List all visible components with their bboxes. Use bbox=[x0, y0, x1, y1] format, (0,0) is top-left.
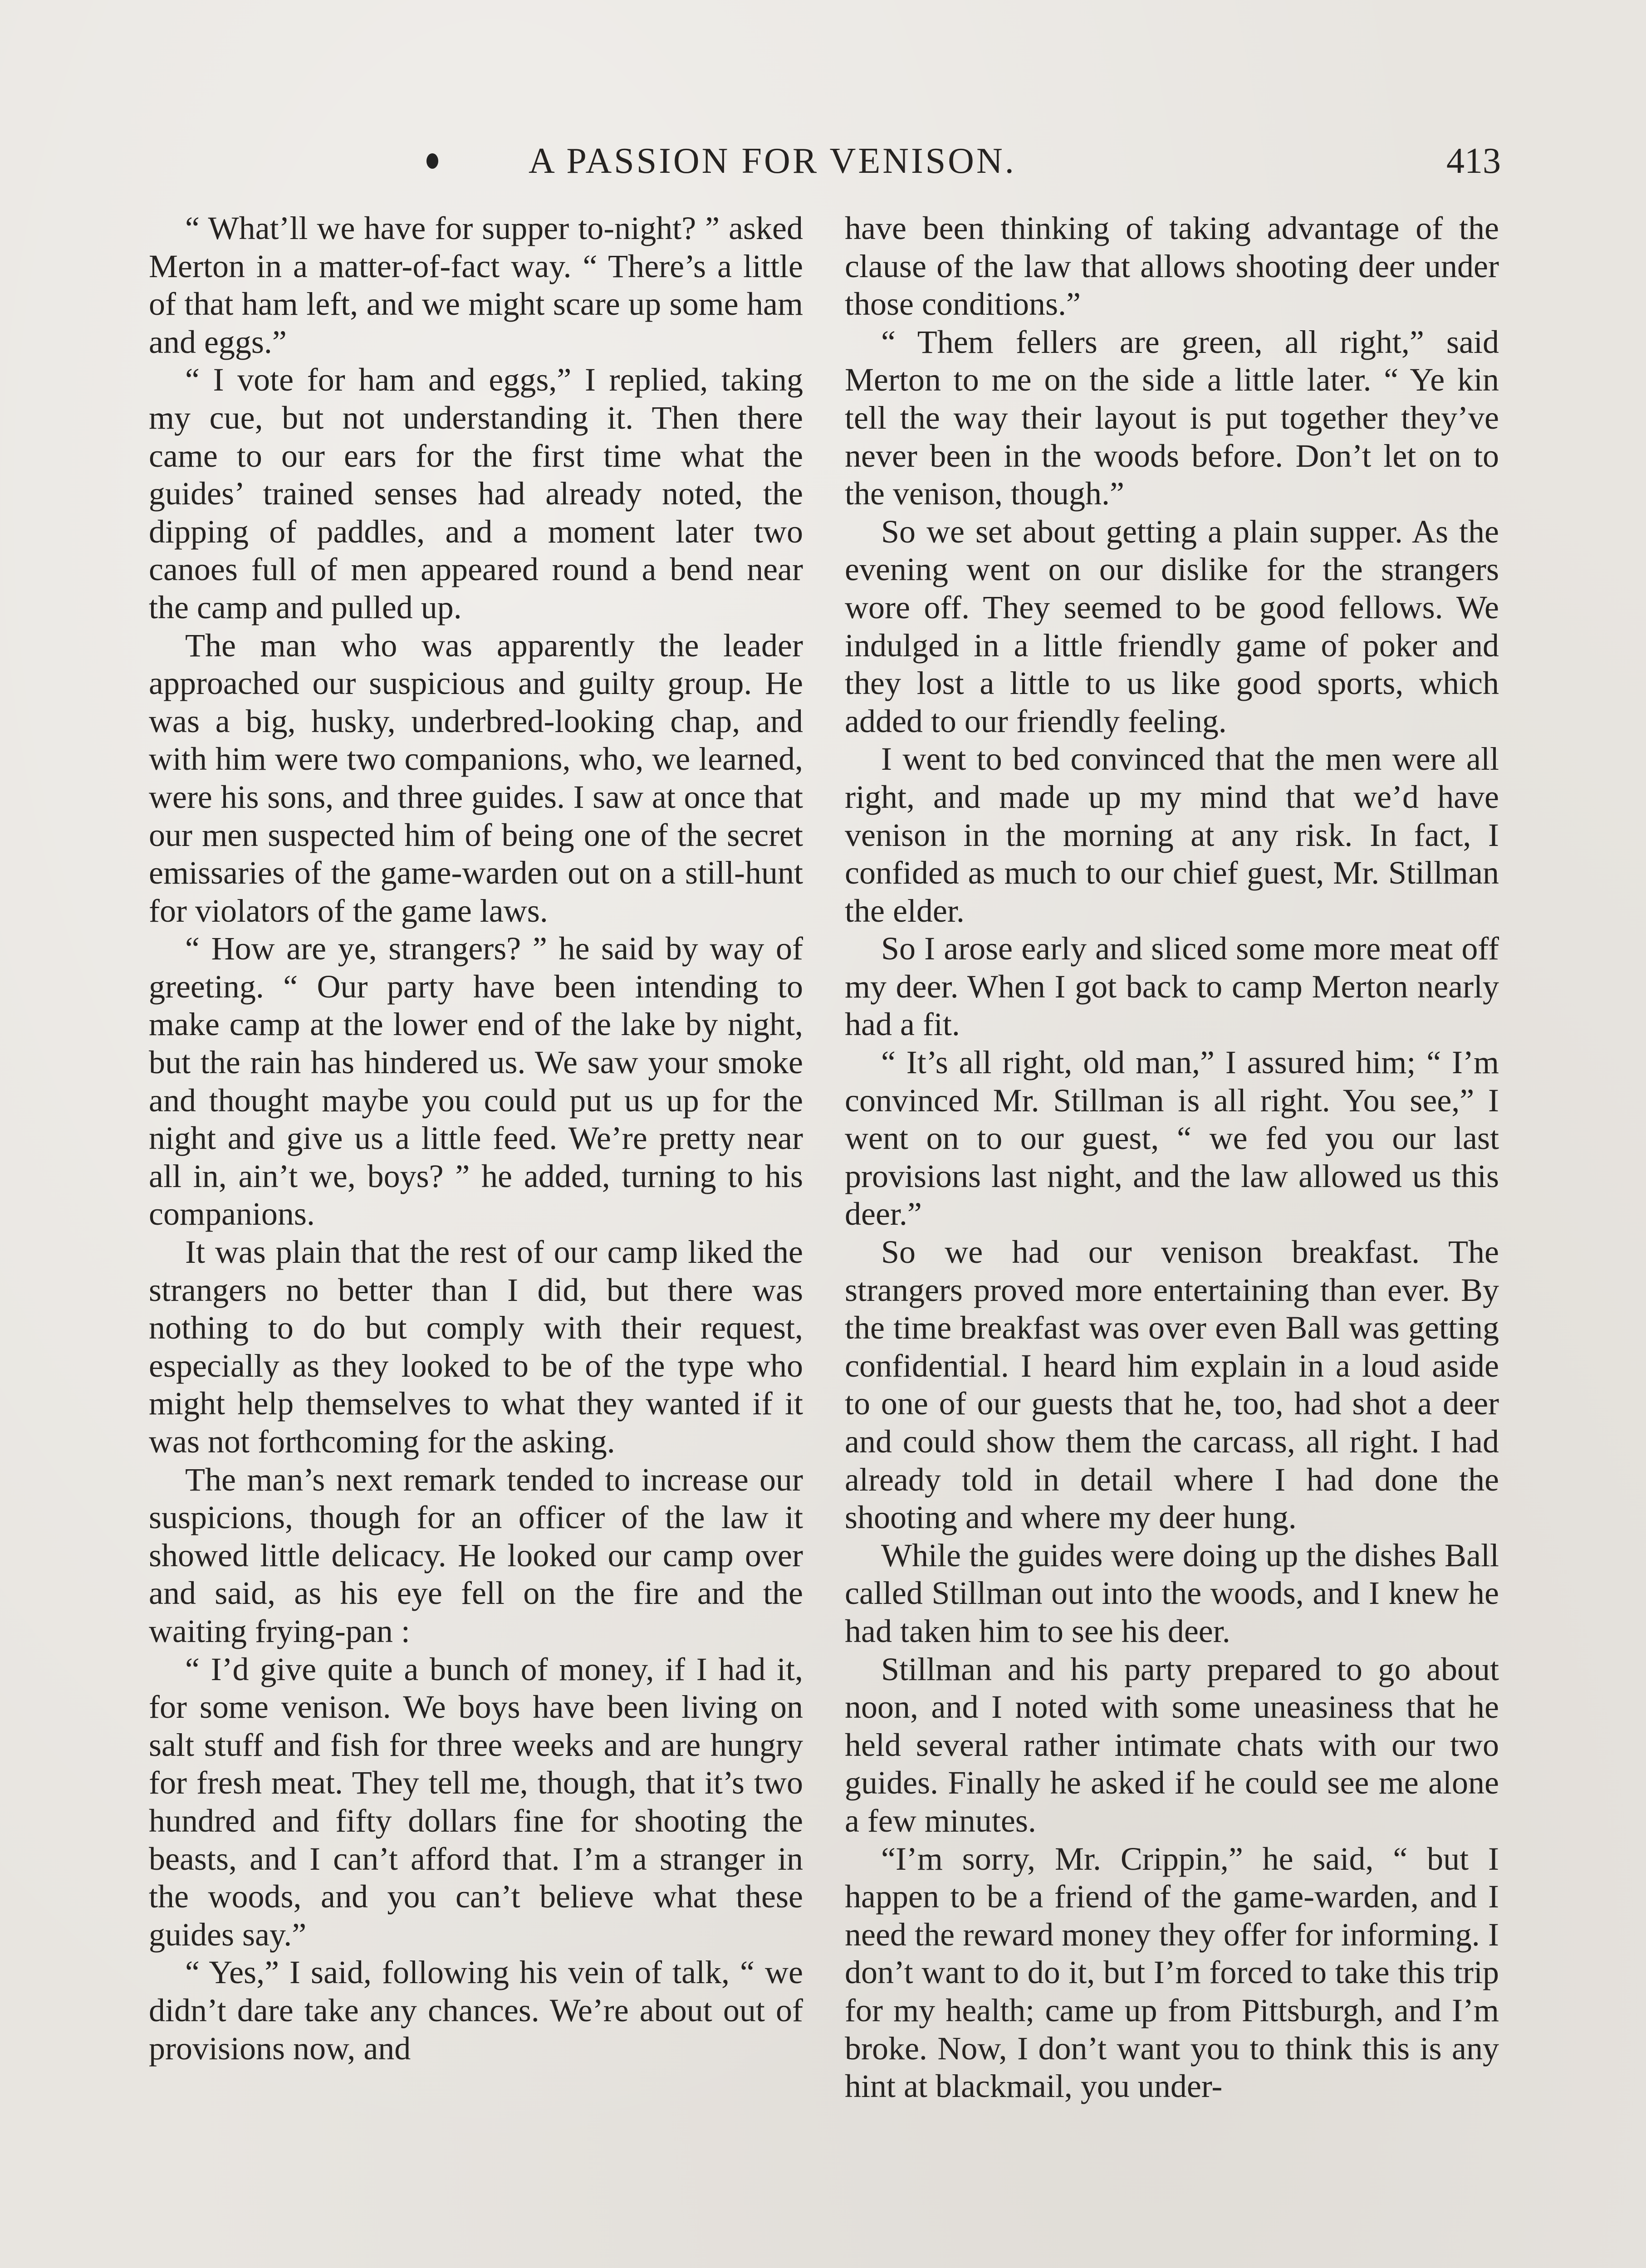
paragraph: So I arose early and sliced some more meat off my deer. When I got back to camp Merton nearly had a fit. bbox=[845, 930, 1499, 1043]
paragraph: I went to bed convinced that the men were all right, and made up my mind that we’d have venison in the morning at any risk. In fact, I confided as much to our chief guest, Mr. Stillman the elder. bbox=[845, 741, 1499, 929]
paragraph: “ I’d give quite a bunch of money, if I had it, for some venison. We boys have been living on salt stuff and fish for three weeks and are hungry for fresh meat. They tell me, though, that it’s two hundred and fifty dollars fine for shooting the beasts, and I can’t afford that. I’m a stranger in the woods, and you can’t believe what these guides say.” bbox=[149, 1651, 803, 1953]
right-column bbox=[845, 210, 1499, 2268]
paragraph: The man who was apparently the leader approached our suspicious and guilty group. He was a big, husky, underbred-looking chap, and with him were two companions, who, we learned, were his sons, and three guides. I saw at once that our men suspected him of being one of the secret emissaries of the game-warden out on a still-hunt for violators of the game laws. bbox=[149, 627, 803, 929]
bullet-ornament-icon bbox=[426, 153, 438, 169]
paragraph: “ It’s all right, old man,” I assured him; “ I’m convinced Mr. Stillman is all right. You see,” I went on to our guest, “ we fed you our last provisions last night, and the law allowed us this deer.” bbox=[845, 1044, 1499, 1232]
page-header bbox=[0, 136, 1646, 186]
paragraph: “ How are ye, strangers? ” he said by way of greeting. “ Our party have been intending to make camp at the lower end of the lake by night, but the rain has hindered us. We saw your smoke and thought maybe you could put us up for the night and give us a little feed. We’re pretty near all in, ain’t we, boys? ” he added, turning to his companions. bbox=[149, 930, 803, 1232]
paragraph: So we had our venison breakfast. The strangers proved more entertaining than ever. By the time breakfast was over even Ball was getting confidential. I heard him explain in a loud aside to one of our guests that he, too, had shot a deer and could show them the carcass, all right. I had already told in detail where I had done the shooting and where my deer hung. bbox=[845, 1234, 1499, 1536]
paragraph: The man’s next remark tended to increase our suspicions, though for an officer of the law it showed little delicacy. He looked our camp over and said, as his eye fell on the fire and the waiting frying-pan : bbox=[149, 1461, 803, 1649]
page-number: 413 bbox=[1446, 141, 1501, 181]
paragraph: “ What’ll we have for supper to-night? ” asked Merton in a matter-of-fact way. “ There’s a little of that ham left, and we might scare up some ham and eggs.” bbox=[149, 210, 803, 360]
paragraph: Stillman and his party prepared to go about noon, and I noted with some uneasiness that he held several rather intimate chats with our two guides. Finally he asked if he could see me alone a few minutes. bbox=[845, 1651, 1499, 1839]
paragraph: “I’m sorry, Mr. Crippin,” he said, “ but I happen to be a friend of the game-warden, and I need the reward money they offer for informing. I don’t want to do it, but I’m forced to take this trip for my health; came up from Pittsburgh, and I’m broke. Now, I don’t want you to think this is any hint at blackmail, you under- bbox=[845, 1840, 1499, 2105]
paragraph: It was plain that the rest of our camp liked the strangers no better than I did, but there was nothing to do but comply with their request, especially as they looked to be of the type who might help themselves to what they wanted if it was not forthcoming for the asking. bbox=[149, 1234, 803, 1460]
paragraph: “ Them fellers are green, all right,” said Merton to me on the side a little later. “ Ye kin tell the way their layout is put together they’ve never been in the woods before. Don’t let on to the venison, though.” bbox=[845, 323, 1499, 512]
paragraph: have been thinking of taking advantage of the clause of the law that allows shooting deer under those conditions.” bbox=[845, 210, 1499, 323]
paragraph: So we set about getting a plain supper. As the evening went on our dislike for the strangers wore off. They seemed to be good fellows. We indulged in a little friendly game of poker and they lost a little to us like good sports, which added to our friendly feeling. bbox=[845, 513, 1499, 739]
paragraph: “ Yes,” I said, following his vein of talk, “ we didn’t dare take any chances. We’re about out of provisions now, and bbox=[149, 1954, 803, 2067]
paragraph: “ I vote for ham and eggs,” I replied, taking my cue, but not understanding it. Then there came to our ears for the first time what the guides’ trained senses had already noted, the dipping of paddles, and a moment later two canoes full of men appeared round a bend near the camp and pulled up. bbox=[149, 362, 803, 626]
running-title: A PASSION FOR VENISON. bbox=[529, 141, 1016, 181]
left-column bbox=[149, 210, 803, 2268]
paragraph: While the guides were doing up the dishes Ball called Stillman out into the woods, and I knew he had taken him to see his deer. bbox=[845, 1537, 1499, 1649]
